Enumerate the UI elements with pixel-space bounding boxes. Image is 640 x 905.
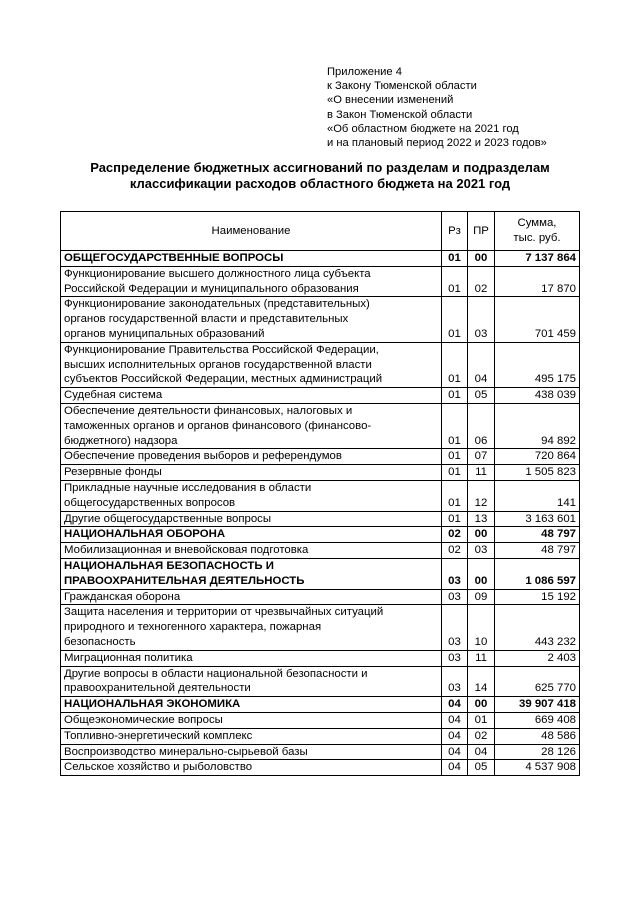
appendix-line: и на плановый период 2022 и 2023 годов» bbox=[327, 137, 547, 150]
row-sum: 141 bbox=[495, 480, 580, 511]
row-name-line: Судебная система bbox=[64, 389, 163, 402]
row-name bbox=[61, 712, 442, 728]
row-name bbox=[61, 543, 442, 559]
row-sum: 720 864 bbox=[495, 449, 580, 465]
row-name-line: Общеэкономические вопросы bbox=[64, 713, 223, 726]
row-sum: 495 175 bbox=[495, 342, 580, 387]
budget-table bbox=[60, 211, 580, 776]
table-row bbox=[61, 388, 580, 404]
appendix-line: к Закону Тюменской области bbox=[327, 80, 477, 93]
title-line-2: классификации расходов областного бюджета на 2021 год bbox=[129, 176, 511, 191]
row-name-line: Гражданская оборона bbox=[64, 590, 181, 603]
table-row bbox=[61, 465, 580, 481]
row-name-line: Функционирование законодательных (представительных) bbox=[64, 298, 370, 311]
row-sum: 48 586 bbox=[495, 728, 580, 744]
row-name-line: НАЦИОНАЛЬНАЯ ЭКОНОМИКА bbox=[64, 698, 241, 711]
appendix-line: Приложение 4 bbox=[327, 66, 402, 78]
header-sum-line-1: Сумма, bbox=[517, 217, 557, 229]
row-name bbox=[61, 728, 442, 744]
row-rz: 04 bbox=[442, 697, 468, 713]
row-sum: 28 126 bbox=[495, 744, 580, 760]
document-title bbox=[0, 160, 640, 192]
row-pr: 05 bbox=[468, 760, 495, 776]
row-pr: 10 bbox=[468, 605, 495, 650]
header-rz: Рз bbox=[442, 212, 468, 251]
row-name bbox=[61, 465, 442, 481]
row-name-line: правоохранительной деятельности bbox=[64, 682, 251, 695]
row-pr: 00 bbox=[468, 558, 495, 589]
appendix-line: «Об областном бюджете на 2021 год bbox=[327, 122, 519, 135]
row-pr: 13 bbox=[468, 511, 495, 527]
row-rz: 04 bbox=[442, 712, 468, 728]
table-row bbox=[61, 511, 580, 527]
header-name: Наименование bbox=[61, 212, 442, 251]
row-name-line: Обеспечение деятельности финансовых, налоговых и bbox=[64, 404, 353, 417]
appendix-line: «О внесении изменений bbox=[327, 94, 454, 107]
row-name-line: Защита населения и территории от чрезвычайных ситуаций bbox=[64, 606, 384, 619]
row-pr: 09 bbox=[468, 589, 495, 605]
row-rz: 04 bbox=[442, 744, 468, 760]
header-sum bbox=[495, 212, 580, 251]
row-name bbox=[61, 266, 442, 297]
row-name bbox=[61, 697, 442, 713]
row-pr: 05 bbox=[468, 388, 495, 404]
row-name bbox=[61, 744, 442, 760]
row-name-line: органов государственной власти и представительных bbox=[64, 313, 349, 326]
row-name-line: общегосударственных вопросов bbox=[64, 496, 236, 509]
row-name-line: НАЦИОНАЛЬНАЯ БЕЗОПАСНОСТЬ И bbox=[64, 559, 274, 572]
row-rz: 01 bbox=[442, 480, 468, 511]
row-pr: 00 bbox=[468, 697, 495, 713]
table-row bbox=[61, 543, 580, 559]
table-row bbox=[61, 666, 580, 697]
row-name bbox=[61, 558, 442, 589]
header-sum-line-2: тыс. руб. bbox=[513, 232, 561, 244]
row-name bbox=[61, 666, 442, 697]
row-sum: 7 137 864 bbox=[495, 251, 580, 267]
row-pr: 11 bbox=[468, 465, 495, 481]
row-rz: 03 bbox=[442, 666, 468, 697]
row-name-line: Другие общегосударственные вопросы bbox=[64, 512, 272, 525]
row-sum: 15 192 bbox=[495, 589, 580, 605]
row-name-line: природного и техногенного характера, пожарная bbox=[64, 621, 322, 634]
row-rz: 03 bbox=[442, 650, 468, 666]
row-name-line: НАЦИОНАЛЬНАЯ ОБОРОНА bbox=[64, 528, 226, 541]
row-name-line: ОБЩЕГОСУДАРСТВЕННЫЕ ВОПРОСЫ bbox=[64, 252, 284, 264]
row-rz: 04 bbox=[442, 760, 468, 776]
row-name-line: Воспроизводство минерально-сырьевой базы bbox=[64, 745, 308, 758]
appendix-header bbox=[327, 65, 547, 150]
row-name bbox=[61, 449, 442, 465]
row-sum: 94 892 bbox=[495, 403, 580, 448]
row-pr: 12 bbox=[468, 480, 495, 511]
row-name-line: безопасность bbox=[64, 635, 136, 648]
row-name-line: Российской Федерации и муниципального образования bbox=[64, 282, 359, 295]
row-sum: 39 907 418 bbox=[495, 697, 580, 713]
row-pr: 14 bbox=[468, 666, 495, 697]
table-row bbox=[61, 589, 580, 605]
row-rz: 03 bbox=[442, 589, 468, 605]
row-sum: 4 537 908 bbox=[495, 760, 580, 776]
section-row bbox=[61, 251, 580, 267]
table-row bbox=[61, 728, 580, 744]
table-row bbox=[61, 403, 580, 448]
row-pr: 07 bbox=[468, 449, 495, 465]
table-row bbox=[61, 605, 580, 650]
row-rz: 01 bbox=[442, 342, 468, 387]
row-sum: 669 408 bbox=[495, 712, 580, 728]
row-name-line: Резервные фонды bbox=[64, 466, 162, 479]
row-rz: 01 bbox=[442, 511, 468, 527]
row-sum: 443 232 bbox=[495, 605, 580, 650]
row-pr: 04 bbox=[468, 744, 495, 760]
table-row bbox=[61, 297, 580, 342]
section-row bbox=[61, 558, 580, 589]
row-name-line: Сельское хозяйство и рыболовство bbox=[64, 761, 253, 774]
row-sum: 701 459 bbox=[495, 297, 580, 342]
row-name bbox=[61, 511, 442, 527]
row-pr: 11 bbox=[468, 650, 495, 666]
row-sum: 438 039 bbox=[495, 388, 580, 404]
row-rz: 04 bbox=[442, 728, 468, 744]
row-rz: 03 bbox=[442, 605, 468, 650]
table-row bbox=[61, 744, 580, 760]
row-pr: 00 bbox=[468, 527, 495, 543]
row-sum: 1 086 597 bbox=[495, 558, 580, 589]
row-rz: 02 bbox=[442, 527, 468, 543]
row-rz: 01 bbox=[442, 388, 468, 404]
row-pr: 02 bbox=[468, 266, 495, 297]
row-sum: 1 505 823 bbox=[495, 465, 580, 481]
table-row bbox=[61, 760, 580, 776]
row-name-line: Мобилизационная и вневойсковая подготовка bbox=[64, 544, 309, 557]
row-name-line: бюджетного) надзора bbox=[64, 434, 178, 447]
row-name-line: ПРАВООХРАНИТЕЛЬНАЯ ДЕЯТЕЛЬНОСТЬ bbox=[64, 574, 305, 587]
row-rz: 01 bbox=[442, 403, 468, 448]
row-pr: 03 bbox=[468, 543, 495, 559]
budget-table-body bbox=[61, 251, 580, 776]
row-name-line: Прикладные научные исследования в области bbox=[64, 481, 312, 494]
row-name bbox=[61, 760, 442, 776]
row-name-line: Функционирование Правительства Российской Федерации, bbox=[64, 343, 379, 356]
row-name-line: Миграционная политика bbox=[64, 651, 193, 664]
row-name bbox=[61, 388, 442, 404]
row-pr: 00 bbox=[468, 251, 495, 267]
row-name-line: Другие вопросы в области национальной безопасности и bbox=[64, 667, 368, 680]
row-name bbox=[61, 342, 442, 387]
row-name-line: субъектов Российской Федерации, местных администраций bbox=[64, 373, 383, 386]
table-header-row bbox=[61, 212, 580, 251]
row-name bbox=[61, 605, 442, 650]
row-rz: 01 bbox=[442, 449, 468, 465]
row-name-line: Топливно-энергетический комплекс bbox=[64, 729, 253, 742]
row-name bbox=[61, 251, 442, 267]
row-sum: 625 770 bbox=[495, 666, 580, 697]
title-line-1: Распределение бюджетных ассигнований по разделам и подразделам bbox=[90, 160, 550, 175]
section-row bbox=[61, 697, 580, 713]
row-name-line: органов муниципальных образований bbox=[64, 327, 265, 340]
table-row bbox=[61, 650, 580, 666]
row-sum: 3 163 601 bbox=[495, 511, 580, 527]
row-name-line: Обеспечение проведения выборов и референдумов bbox=[64, 450, 342, 463]
row-sum: 2 403 bbox=[495, 650, 580, 666]
row-name bbox=[61, 297, 442, 342]
table-row bbox=[61, 480, 580, 511]
row-rz: 01 bbox=[442, 465, 468, 481]
row-sum: 48 797 bbox=[495, 527, 580, 543]
row-pr: 06 bbox=[468, 403, 495, 448]
row-name bbox=[61, 480, 442, 511]
table-row bbox=[61, 342, 580, 387]
row-sum: 48 797 bbox=[495, 543, 580, 559]
row-name bbox=[61, 403, 442, 448]
row-pr: 01 bbox=[468, 712, 495, 728]
row-pr: 04 bbox=[468, 342, 495, 387]
row-rz: 02 bbox=[442, 543, 468, 559]
row-pr: 03 bbox=[468, 297, 495, 342]
table-row bbox=[61, 449, 580, 465]
row-name bbox=[61, 650, 442, 666]
header-pr: ПР bbox=[468, 212, 495, 251]
table-row bbox=[61, 712, 580, 728]
row-rz: 03 bbox=[442, 558, 468, 589]
row-name-line: таможенных органов и органов финансового (финансово- bbox=[64, 419, 372, 432]
row-pr: 02 bbox=[468, 728, 495, 744]
appendix-line: в Закон Тюменской области bbox=[327, 108, 473, 121]
row-sum: 17 870 bbox=[495, 266, 580, 297]
section-row bbox=[61, 527, 580, 543]
row-name bbox=[61, 589, 442, 605]
row-rz: 01 bbox=[442, 251, 468, 267]
row-name bbox=[61, 527, 442, 543]
table-row bbox=[61, 266, 580, 297]
row-name-line: Функционирование высшего должностного лица субъекта bbox=[64, 267, 371, 280]
row-rz: 01 bbox=[442, 266, 468, 297]
row-name-line: высших исполнительных органов государственной власти bbox=[64, 358, 372, 371]
row-rz: 01 bbox=[442, 297, 468, 342]
